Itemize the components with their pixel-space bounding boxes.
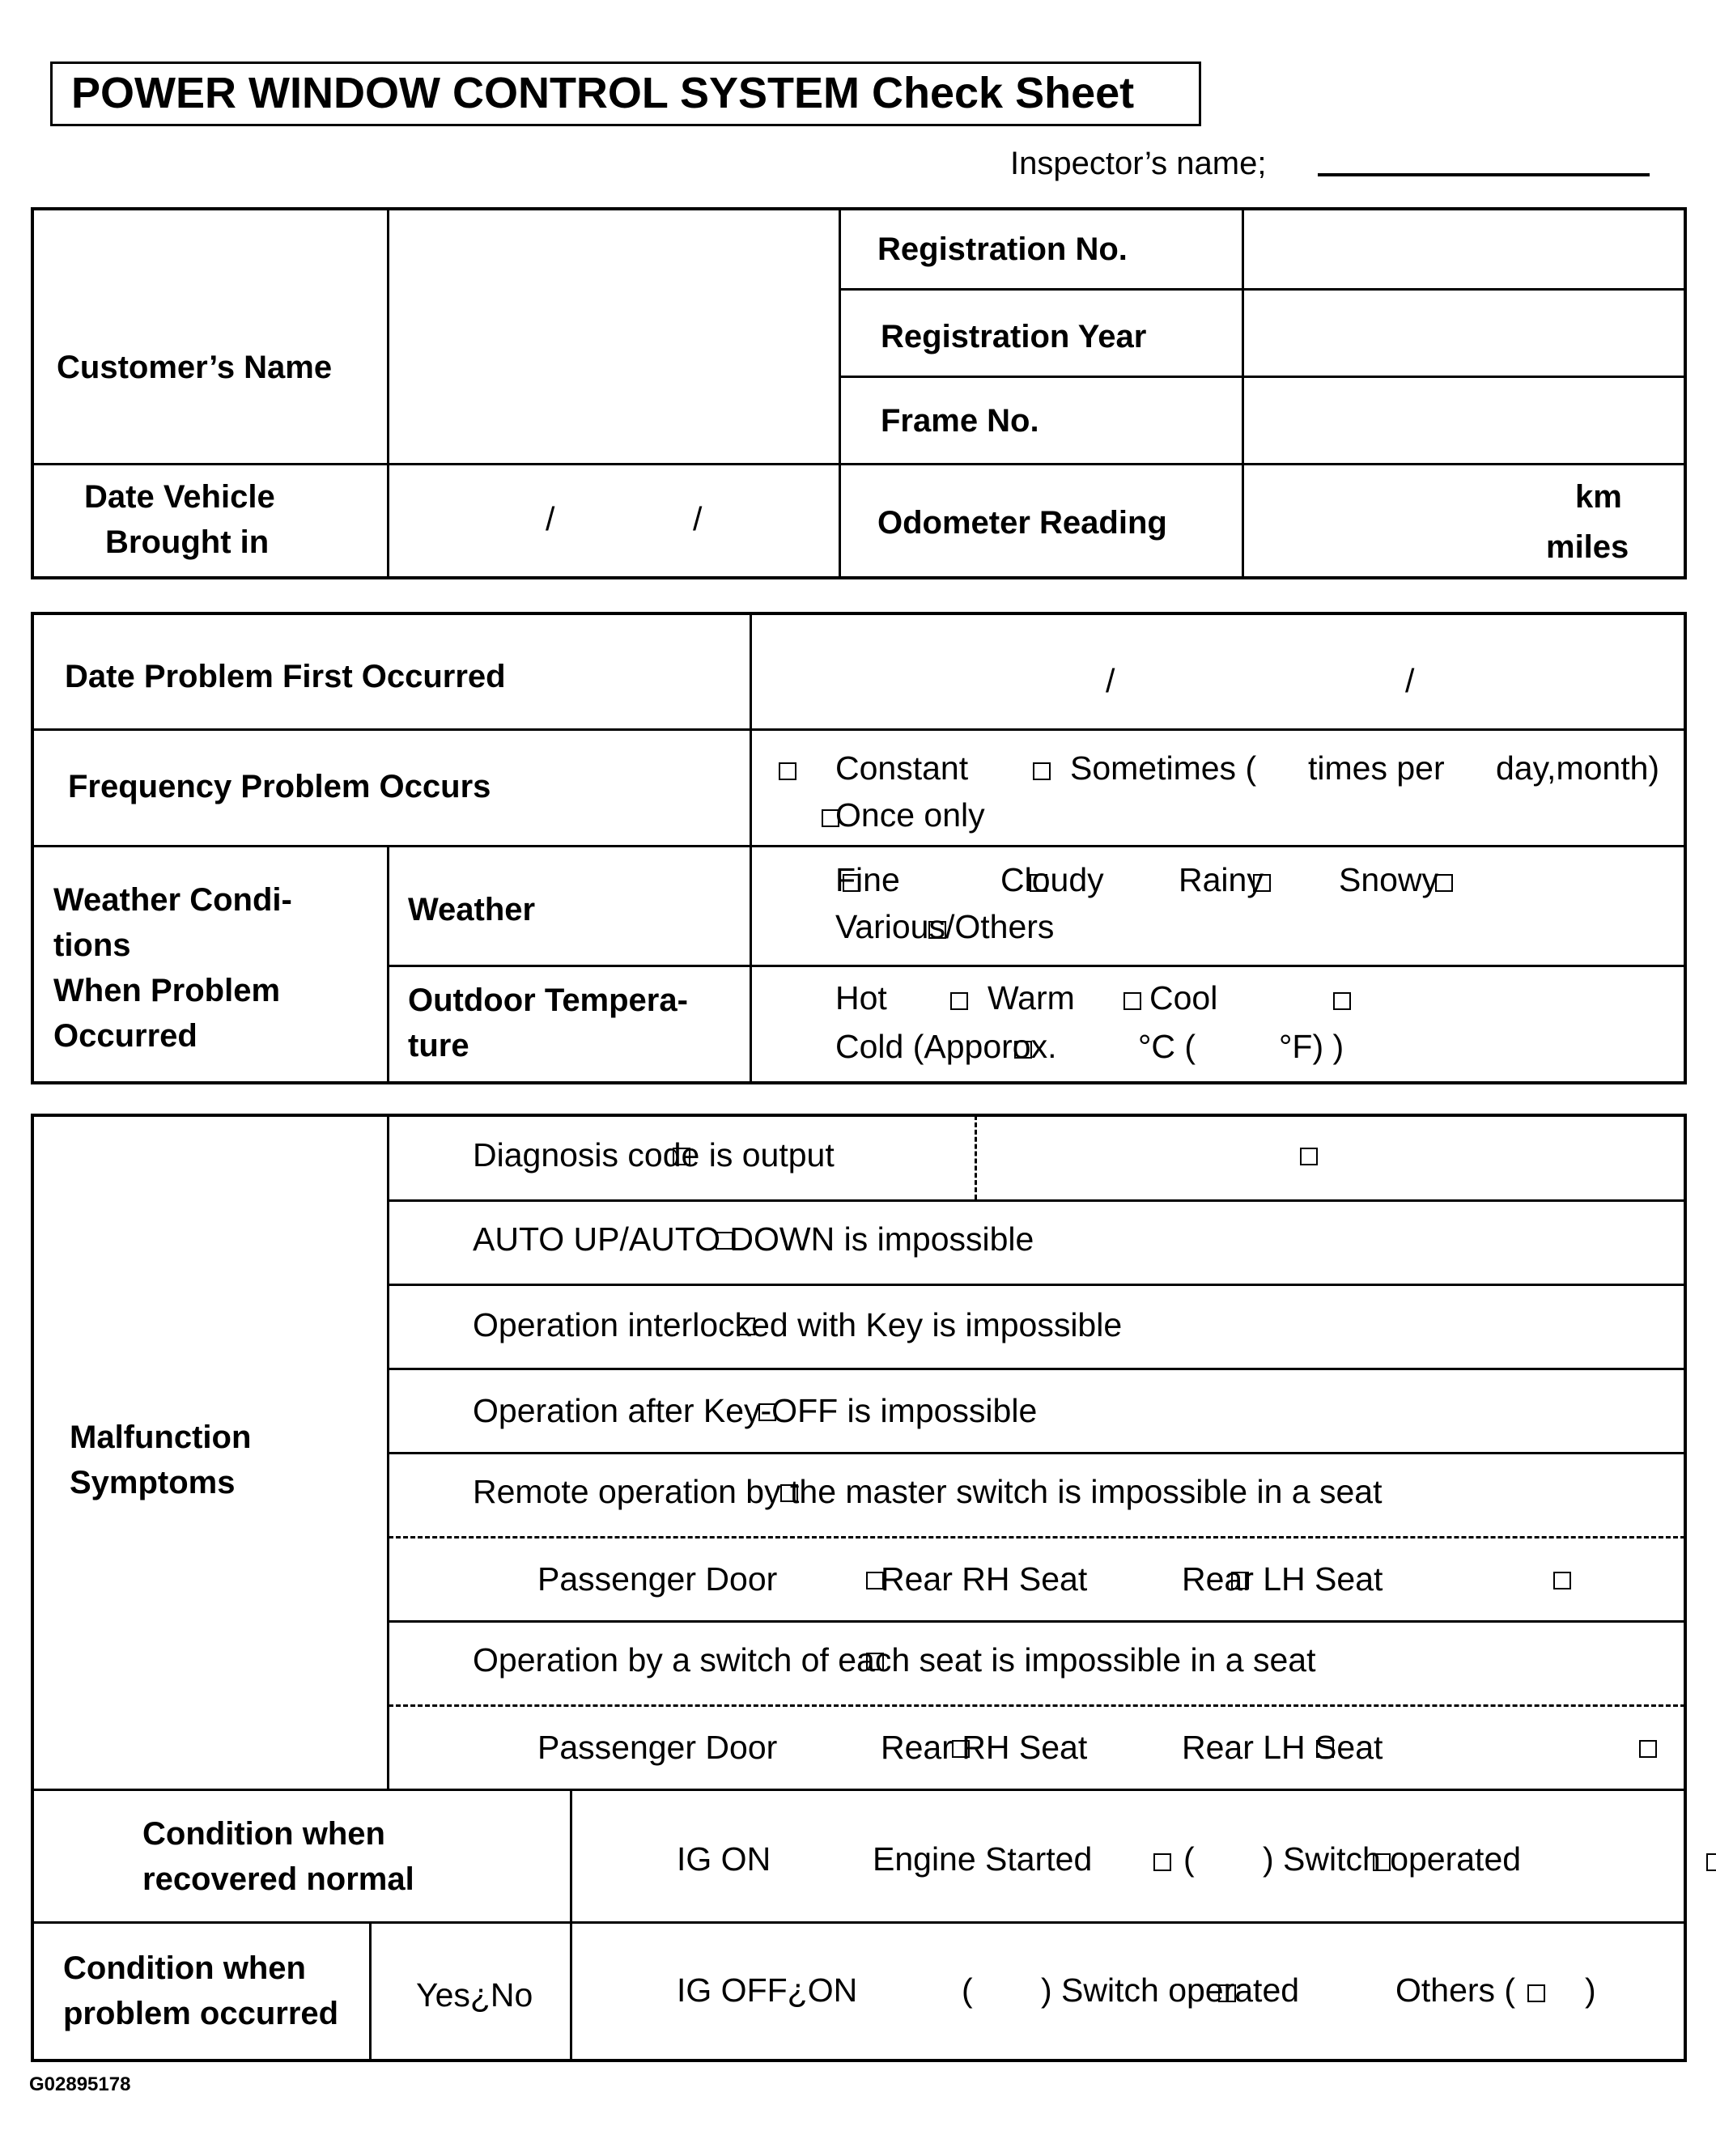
odometer-label: Odometer Reading [877,505,1167,541]
divider [387,209,389,578]
divider [389,1704,1685,1707]
divider [387,965,1685,967]
recovered-condition-label: Condition when [142,1816,385,1852]
registration-year-field[interactable] [1247,291,1684,374]
sometimes-option: Sometimes ( [1070,749,1257,787]
key-interlock-option: Operation interlocked with Key is impossible [473,1306,1123,1343]
recovered-switch-checkbox[interactable] [1706,1853,1716,1871]
weather-conditions-label: Weather Condi- [53,882,292,918]
hot-option: Hot [835,979,887,1016]
cold-option: Cold (Apporox. [835,1028,1057,1065]
date-brought-label: Brought in [105,524,270,560]
rainy-option: Rainy [1179,861,1264,898]
sometimes-checkbox[interactable] [1033,762,1051,780]
recovered-switch-option: ) Switch operated [1263,1840,1522,1878]
each-rear-rh-option: Rear RH Seat [881,1729,1088,1766]
recovered-condition-label: recovered normal [142,1861,414,1897]
malfunction-symptoms-label: Symptoms [70,1465,236,1500]
divider [389,1199,1685,1202]
date-brought-label: Date Vehicle [84,479,275,515]
date-separator: / [693,500,703,537]
problem-switch-checkbox[interactable] [1527,1984,1545,2002]
divider [389,1620,1685,1623]
cloudy-option: Cloudy [1000,861,1104,898]
remote-passenger-door-option: Passenger Door [537,1560,778,1598]
frequency-label: Frequency Problem Occurs [68,769,491,804]
remote-rear-lh-option: Rear LH Seat [1182,1560,1383,1598]
customer-name-label: Customer’s Name [57,350,333,385]
customer-name-field[interactable] [392,212,835,460]
hot-checkbox[interactable] [950,992,968,1010]
divider [839,288,1685,291]
divider [32,1789,1685,1791]
inspector-name-label: Inspector’s name; [1010,146,1267,181]
registration-no-field[interactable] [1247,212,1684,286]
times-per-text: times per [1308,749,1445,787]
each-rear-lh-checkbox[interactable] [1639,1740,1657,1758]
divider [369,1923,372,2061]
cool-checkbox[interactable] [1333,992,1351,1010]
day-month-text: day,month) [1496,749,1660,787]
warm-checkbox[interactable] [1123,992,1141,1010]
page-title: POWER WINDOW CONTROL SYSTEM Check Sheet [71,69,1135,117]
weather-label: Weather [408,892,536,927]
inspector-name-field[interactable] [1318,173,1650,176]
key-off-option: Operation after Key-OFF is impossible [473,1392,1038,1429]
each-rear-lh-option: Rear LH Seat [1182,1729,1383,1766]
recovered-engine-started-option: Engine Started [873,1840,1093,1878]
outdoor-temperature-label: Outdoor Tempera- [408,983,688,1018]
divider [570,1790,572,2061]
divider [839,376,1685,378]
yes-no-option[interactable]: Yes¿No [416,1976,533,2014]
problem-condition-label: Condition when [63,1950,306,1986]
km-unit: km [1575,479,1622,515]
divider [32,1921,1685,1924]
remote-master-option: Remote operation by the master switch is impossible in a seat [473,1473,1383,1510]
problem-others-paren: ) [1585,1971,1596,2009]
divider [32,845,1685,847]
each-passenger-door-option: Passenger Door [537,1729,778,1766]
problem-switch-option: ) Switch operated [1041,1971,1300,2009]
problem-condition-label: problem occurred [63,1996,339,2031]
remote-rear-rh-option: Rear RH Seat [881,1560,1088,1598]
problem-ig-off-on-option: IG OFF¿ON [677,1971,858,2009]
remote-rear-lh-checkbox[interactable] [1553,1572,1571,1589]
divider [32,463,1685,465]
once-only-option: Once only [835,796,985,834]
date-separator: / [1405,662,1415,699]
cool-option: Cool [1149,979,1218,1016]
auto-up-down-option: AUTO UP/AUTO DOWN is impossible [473,1220,1034,1258]
fine-option: Fine [835,861,900,898]
divider [839,209,841,578]
malfunction-symptoms-label: Malfunction [70,1420,252,1455]
frame-no-field[interactable] [1247,379,1684,461]
outdoor-temperature-label: ture [408,1028,469,1063]
weather-conditions-label: When Problem [53,973,281,1008]
fahrenheit-unit: °F) ) [1279,1028,1344,1065]
recovered-ig-on-checkbox[interactable] [1153,1853,1171,1871]
frame-no-label: Frame No. [881,403,1039,439]
recovered-ig-on-option: IG ON [677,1840,771,1878]
date-separator: / [546,500,555,537]
registration-no-label: Registration No. [877,231,1128,267]
warm-option: Warm [988,979,1075,1016]
weather-conditions-label: Occurred [53,1018,198,1054]
date-separator: / [1106,662,1115,699]
divider [389,1452,1685,1454]
problem-others-option: Others ( [1395,1971,1516,2009]
various-option: Various/Others [835,908,1055,945]
snowy-option: Snowy [1339,861,1439,898]
divider [975,1115,977,1199]
divider [389,1368,1685,1370]
constant-option: Constant [835,749,969,787]
divider [750,613,752,1083]
registration-year-label: Registration Year [881,319,1147,354]
divider [389,1536,1685,1538]
divider [1242,209,1244,578]
divider [389,1284,1685,1286]
constant-checkbox[interactable] [779,762,796,780]
divider [32,728,1685,731]
weather-conditions-label: tions [53,927,131,963]
each-seat-option: Operation by a switch of each seat is impossible in a seat [473,1641,1316,1679]
date-first-occurred-label: Date Problem First Occurred [65,659,506,694]
miles-unit: miles [1546,529,1629,565]
diagnosis-code-option: Diagnosis code is output [473,1136,835,1173]
problem-switch-paren: ( [962,1971,973,2009]
recovered-switch-paren: ( [1183,1840,1195,1878]
celsius-unit: °C ( [1138,1028,1196,1065]
figure-code: G02895178 [29,2073,131,2095]
diagnosis-code-detail-checkbox[interactable] [1300,1148,1318,1165]
